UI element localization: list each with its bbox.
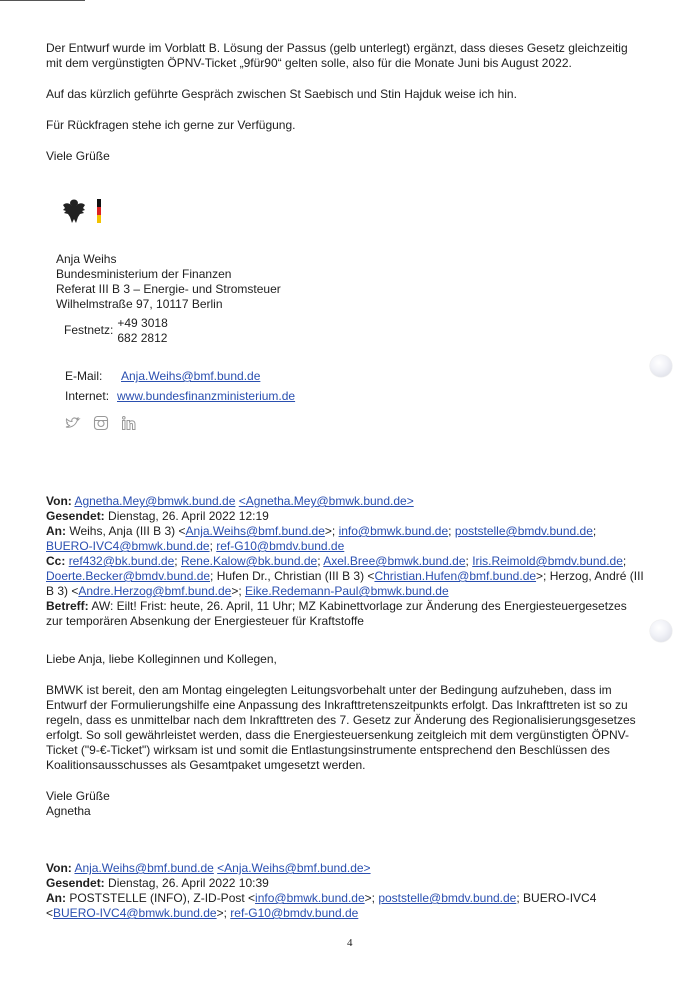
linkedin-icon[interactable] [120,414,138,432]
mail1-closing-name: Agnetha [46,804,91,818]
social-links [64,414,138,432]
twitter-icon[interactable] [64,414,82,432]
header-rule [0,0,85,1]
mail1-from: Von: Agnetha.Mey@bmwk.bund.de <Agnetha.Mey@bmwk.bund.de> [46,494,414,508]
mail1-subject: Betreff: AW: Eilt! Frist: heute, 26. April, 11 Uhr; MZ Kabinettvorlage zur Änderung des Energiesteuergesetzes zur temporären Absenkung der Energiesteuer für Kraftstoffe [46,599,627,628]
federal-eagle-logo [60,195,110,227]
signature-ministry: Bundesministerium der Finanzen [56,267,232,281]
mail2-sent: Gesendet: Dienstag, 26. April 2022 10:39 [46,876,269,890]
internet-row [65,389,456,404]
closing-greeting: Viele Grüße [46,149,110,163]
signature-address: Wilhelmstraße 97, 10117 Berlin [56,297,223,311]
mail1-body: BMWK ist bereit, den am Montag eingelegten Leitungsvorbehalt unter der Bedingung aufzuheben, dass im Entwurf der Formulierungshilfe eine Anpassung des Inkrafttretenszeitpunkts erfolgt. Das Inkrafttreten ist so zu regeln, dass es unmittelbar nach dem Inkrafttreten des 7. Gesetz zur Änderung des Regionalisierungsgesetzes erfolgt. So soll gewährleistet werden, dass die Energiesteuersenkung zeitgleich mit dem vergünstigten ÖPNV-Ticket ("9-€-Ticket") wirksam ist und somit die Entlastungsinstrumente entsprechend den Beschlüssen des Koalitionsausschusses als Gesamtpaket umgesetzt werden. [46,683,636,772]
phone-number: +49 3018 682 2812 [117,316,168,345]
mail-header-1 [46,494,646,629]
signature-block [56,252,456,404]
paragraph-meeting: Auf das kürzlich geführte Gespräch zwischen St Saebisch und Stin Hajduk weise ich hin. [46,87,517,101]
internet-label: Internet: [65,389,110,403]
mail1-salutation: Liebe Anja, liebe Kolleginnen und Kollegen, [46,652,277,666]
paragraph-draft: Der Entwurf wurde im Vorblatt B. Lösung der Passus (gelb unterlegt) ergänzt, dass dieses Gesetz gleichzeitig mit dem vergünstigten ÖPNV-Ticket „9für90“ gelten solle, also für die Monate Juni bis August 2022. [46,41,628,70]
paragraph-questions: Für Rückfragen stehe ich gerne zur Verfügung. [46,118,296,132]
mail2-to: An: POSTSTELLE (INFO), Z-ID-Post <info@bmwk.bund.de>; poststelle@bmdv.bund.de; BUERO-IVC4 <BUERO-IVC4@bmwk.bund.de>; ref-G10@bmdv.bund.de [46,891,597,920]
mail-body-1 [46,652,646,819]
punch-hole-top [650,355,672,377]
mail2-from: Von: Anja.Weihs@bmf.bund.de <Anja.Weihs@bmf.bund.de> [46,861,371,875]
page-number: 4 [347,937,353,949]
email-row [65,369,456,384]
mail1-sent: Gesendet: Dienstag, 26. April 2022 12:19 [46,509,269,523]
phone-row [64,316,456,346]
signature-unit: Referat III B 3 – Energie- und Stromsteuer [56,282,281,296]
mail1-to: An: Weihs, Anja (III B 3) <Anja.Weihs@bmf.bund.de>; info@bmwk.bund.de; poststelle@bmdv.bund.de; BUERO-IVC4@bmwk.bund.de; ref-G10@bmdv.bund.de [46,524,597,553]
instagram-icon[interactable] [92,414,110,432]
letter-intro [46,41,646,164]
punch-hole-bottom [650,620,672,642]
mail1-cc: Cc: ref432@bk.bund.de; Rene.Kalow@bk.bund.de; Axel.Bree@bmwk.bund.de; Iris.Reimold@bmdv.bund.de; Doerte.Becker@bmdv.bund.de; Hufen Dr., Christian (III B 3) <Christian.Hufen@bmf.bund.de>; Herzog, André (III B 3) <Andre.Herzog@bmf.bund.de>; Eike.Redemann-Paul@bmwk.bund.de [46,554,644,598]
phone-label: Festnetz: [64,323,114,337]
website-link[interactable]: www.bundesfinanzministerium.de [117,389,296,403]
mail1-closing: Viele Grüße [46,789,110,803]
email-label: E-Mail: [65,369,103,383]
signature-name: Anja Weihs [56,252,117,266]
email-link[interactable]: Anja.Weihs@bmf.bund.de [121,369,261,383]
mail-header-2 [46,861,646,921]
